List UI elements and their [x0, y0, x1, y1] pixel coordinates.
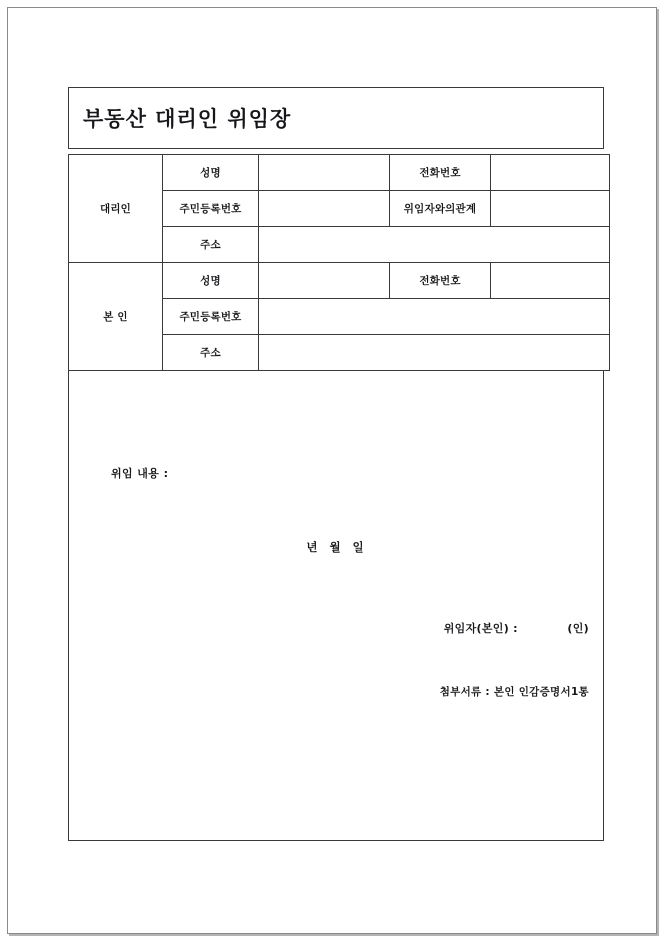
field-label-agent-address: 주소	[163, 227, 259, 263]
field-label-principal-address: 주소	[163, 335, 259, 371]
field-label-principal-name: 성명	[163, 263, 259, 299]
field-label-agent-relationship: 위임자와의관계	[390, 191, 491, 227]
delegation-content-box	[68, 371, 604, 841]
table-row	[69, 155, 610, 191]
page-title: 부동산 대리인 위임장	[83, 107, 292, 131]
field-value-principal-resident-number[interactable]	[259, 299, 610, 335]
party-label-principal: 본 인	[69, 263, 163, 371]
signer-line[interactable]: 위임자(본인) : (인)	[443, 622, 589, 635]
field-label-agent-phone: 전화번호	[390, 155, 491, 191]
party-label-agent: 대리인	[69, 155, 163, 263]
field-value-agent-resident-number[interactable]	[259, 191, 390, 227]
date-line[interactable]: 년 월 일	[306, 540, 368, 554]
field-label-principal-phone: 전화번호	[390, 263, 491, 299]
attachment-line: 첨부서류 : 본인 인감증명서1통	[439, 686, 589, 698]
party-information-table	[68, 154, 610, 371]
table-row	[69, 263, 610, 299]
document-title-box	[68, 87, 604, 149]
delegation-content-label: 위임 내용 :	[111, 467, 169, 480]
field-label-agent-name: 성명	[163, 155, 259, 191]
field-value-agent-phone[interactable]	[491, 155, 610, 191]
field-label-principal-resident-number: 주민등록번호	[163, 299, 259, 335]
field-value-agent-address[interactable]	[259, 227, 610, 263]
document-body	[68, 87, 604, 841]
page-frame	[7, 7, 657, 934]
field-value-agent-name[interactable]	[259, 155, 390, 191]
field-value-principal-address[interactable]	[259, 335, 610, 371]
field-value-agent-relationship[interactable]	[491, 191, 610, 227]
field-value-principal-phone[interactable]	[491, 263, 610, 299]
field-value-principal-name[interactable]	[259, 263, 390, 299]
field-label-agent-resident-number: 주민등록번호	[163, 191, 259, 227]
